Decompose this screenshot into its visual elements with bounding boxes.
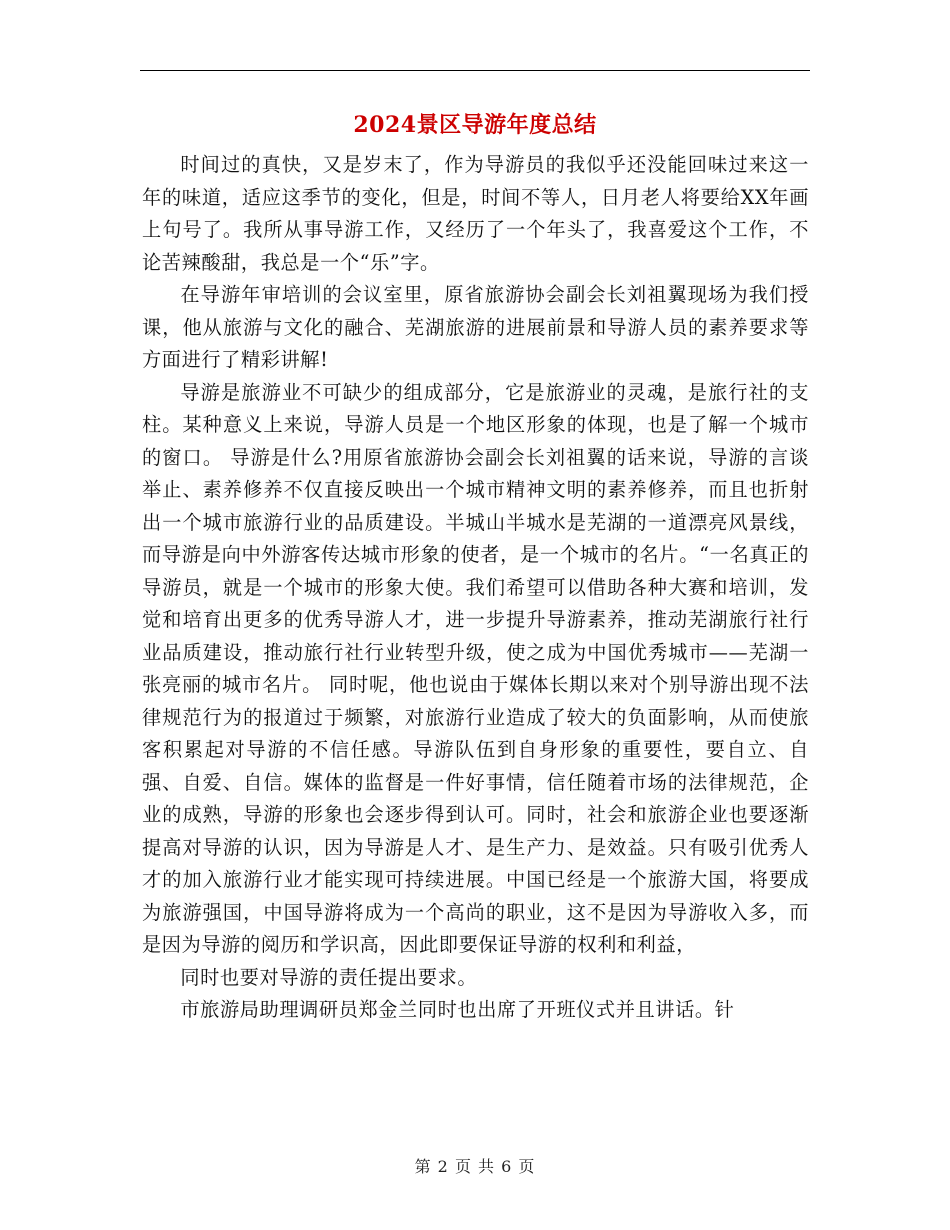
paragraph: 市旅游局助理调研员郑金兰同时也出席了开班仪式并且讲话。针: [180, 998, 735, 1021]
paragraph: 同时也要对导游的责任提出要求。: [180, 965, 478, 989]
document-title: 2024景区导游年度总结: [353, 112, 597, 138]
paragraph: 在导游年审培训的会议室里，原省旅游协会副会长刘祖翼现场为我们授课，他从旅游与文化的融合、芜湖旅游的进展前景和导游人员的素养要求等方面进行了精彩讲解!: [142, 283, 809, 371]
document-body: [142, 149, 809, 1027]
paragraph: 导游是旅游业不可缺少的组成部分，它是旅游业的灵魂，是旅行社的支柱。某种意义上来说，导游人员是一个地区形象的体现，也是了解一个城市的窗口。 导游是什么?用原省旅游协会副会长刘祖翼的话来说，导游的言谈举止、素养修养不仅直接反映出一个城市精神文明的素养修养，而且也折射出一个城市旅游行业的品质建设。半城山半城水是芜湖的一道漂亮风景线，而导游是向中外游客传达城市形象的使者，是一个城市的名片。“一名真正的导游员，就是一个城市的形象大使。我们希望可以借助各种大赛和培训，发觉和培育出更多的优秀导游人才，进一步提升导游素养，推动芜湖旅行社行业品质建设，推动旅行社行业转型升级，使之成为中国优秀城市——芜湖一张亮丽的城市名片。 同时呢，他也说由于媒体长期以来对个别导游出现不法律规范行为的报道过于频繁，对旅游行业造成了较大的负面影响，从而使旅客积累起对导游的不信任感。导游队伍到自身形象的重要性，要自立、自强、自爱、自信。媒体的监督是一件好事情，信任随着市场的法律规范，企业的成熟，导游的形象也会逐步得到认可。同时，社会和旅游企业也要逐渐提高对导游的认识，因为导游是人才、是生产力、是效益。只有吸引优秀人才的加入旅游行业才能实现可持续进展。中国已经是一个旅游大国，将要成为旅游强国，中国导游将成为一个高尚的职业，这不是因为导游收入多，而是因为导游的阅历和学识高，因此即要保证导游的权利和利益，: [142, 380, 809, 956]
header-rule: [140, 70, 810, 71]
page-number-footer: 第 2 页 共 6 页: [414, 1157, 536, 1176]
paragraph: 时间过的真快，又是岁末了，作为导游员的我似乎还没能回味过来这一年的味道，适应这季节的变化，但是，时间不等人，日月老人将要给XX年画上句号了。我所从事导游工作，又经历了一个年头了，我喜爱这个工作，不论苦辣酸甜，我总是一个“乐”字。: [142, 153, 809, 274]
